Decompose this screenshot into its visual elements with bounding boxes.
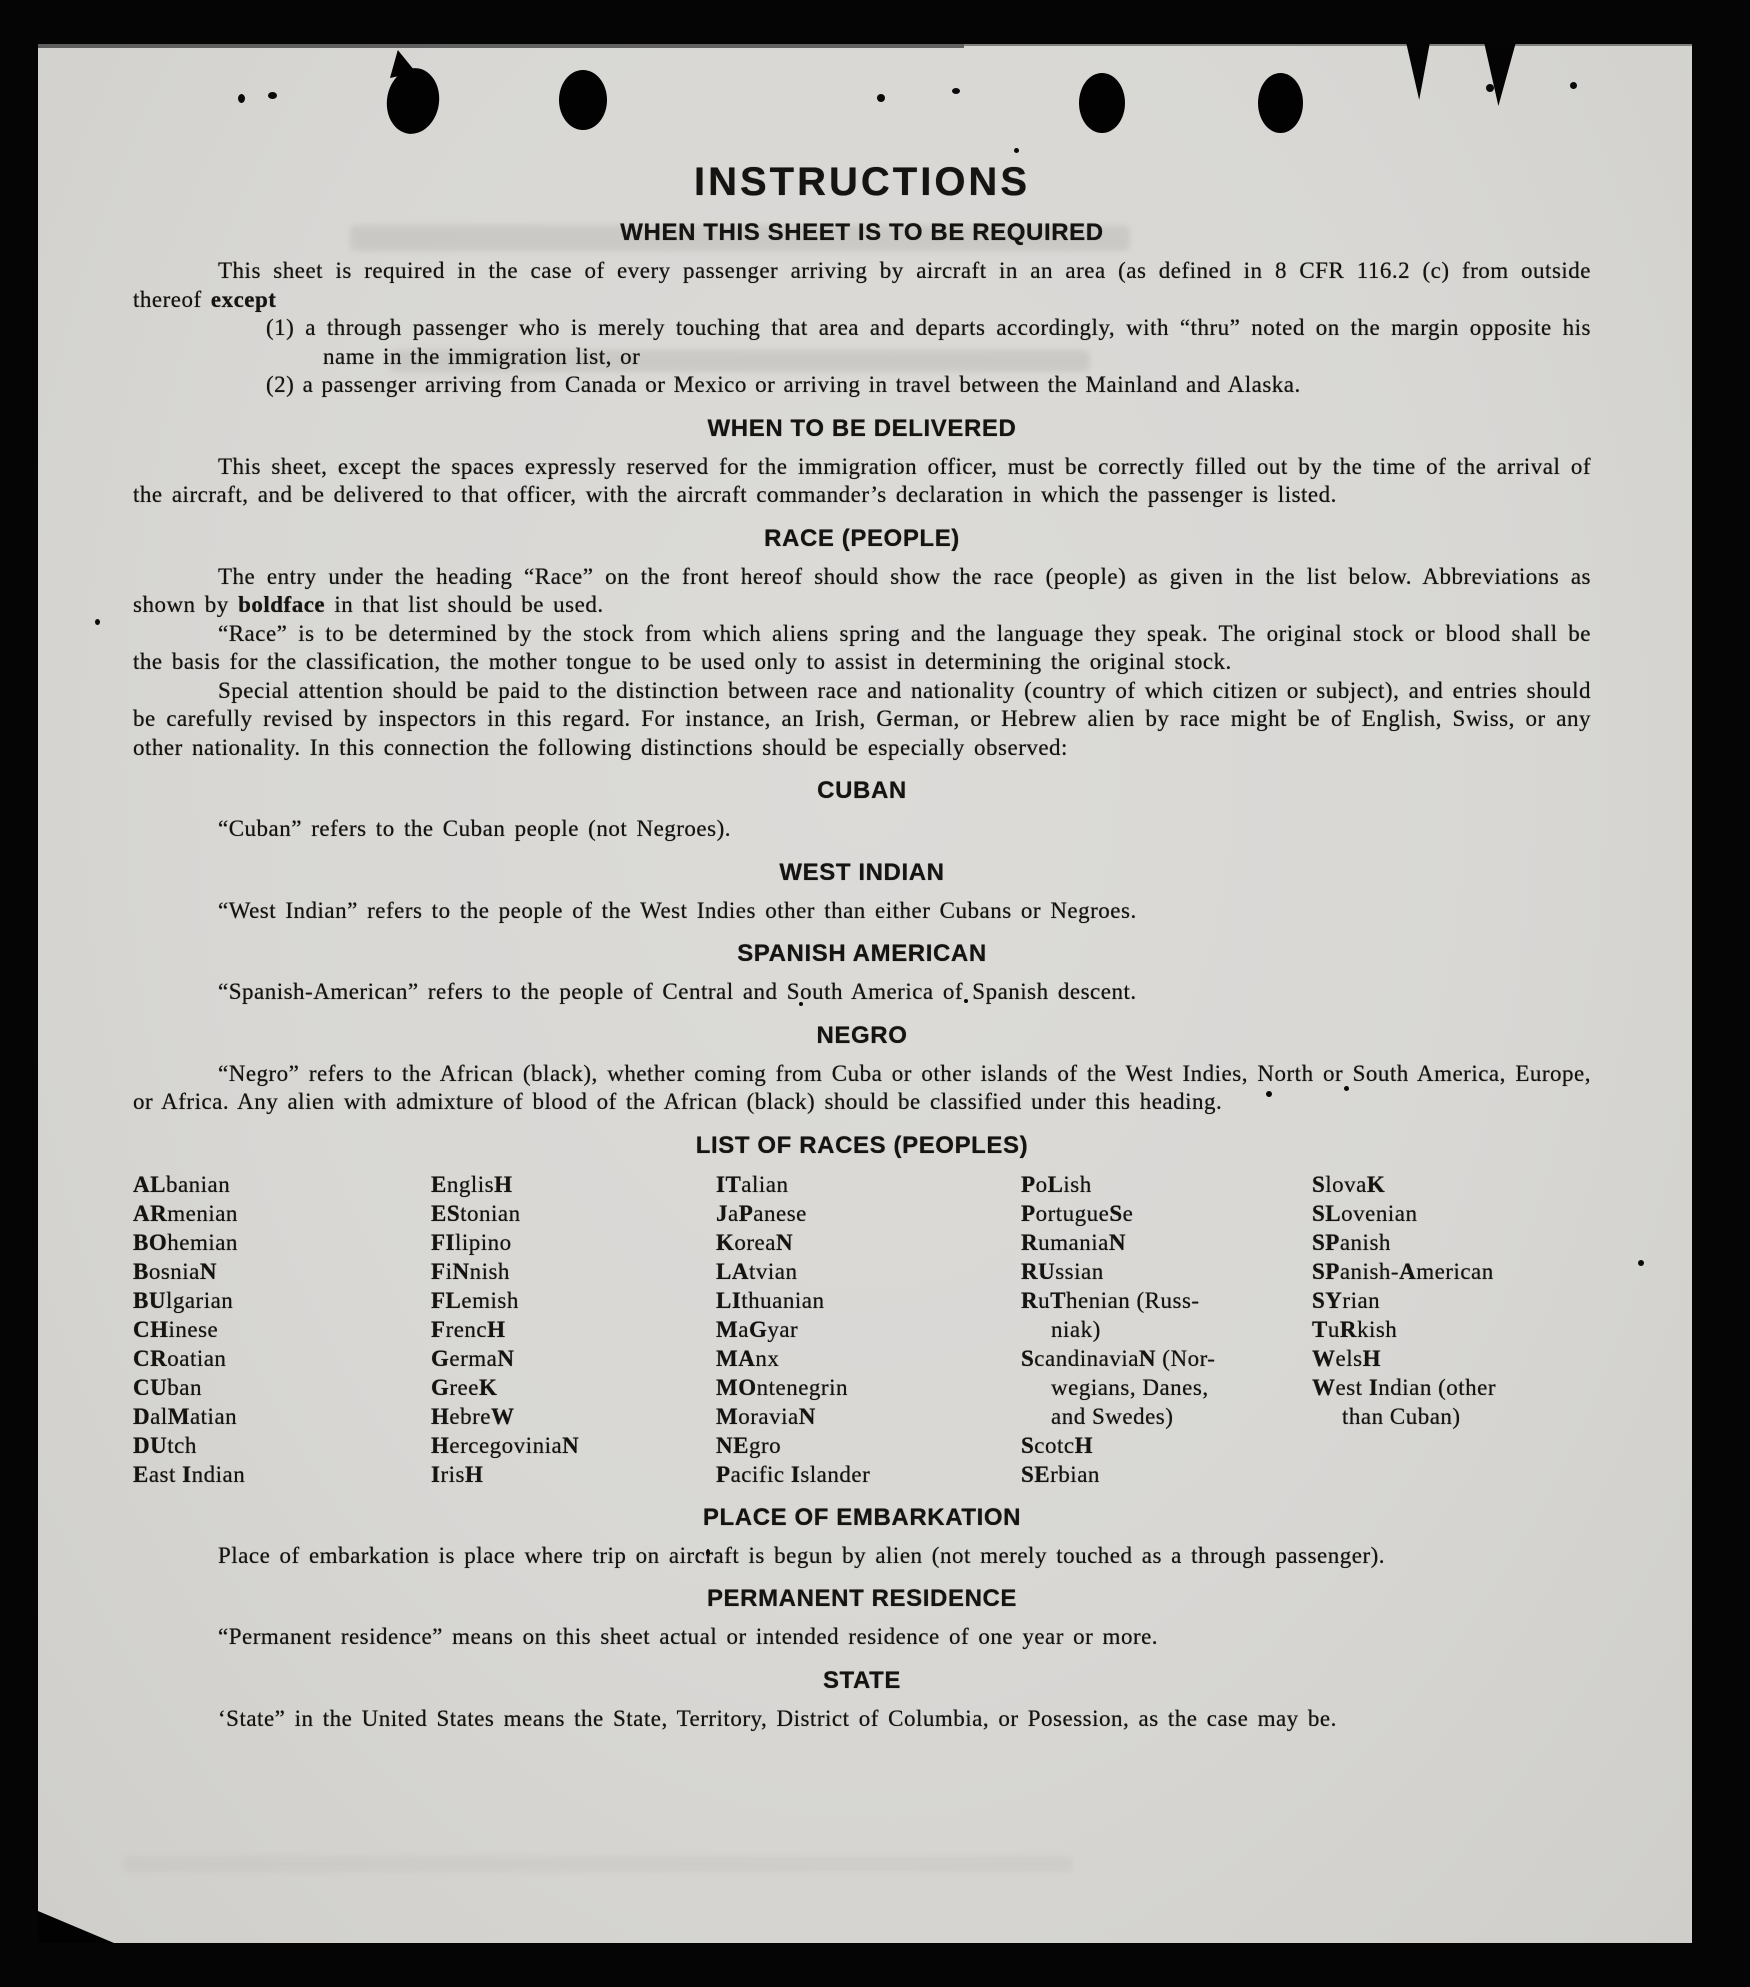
text: u (1038, 1287, 1051, 1313)
paragraph-spanish-american: “Spanish-American” refers to the people of Central and South America of Spanish descent. (218, 979, 1137, 1004)
bold-text: N (497, 1345, 515, 1371)
race-line (431, 1402, 716, 1431)
text: o (1035, 1171, 1048, 1197)
race-line (133, 1170, 431, 1199)
document-content (133, 44, 1591, 1733)
text: candinavia (1034, 1345, 1139, 1371)
list-item-1: (1) a through passenger who is merely touching that area and departs accordingly, with “thru” noted on the margin opposite his name in the immigration list, or (266, 315, 1591, 369)
race-entry (1021, 1228, 1312, 1257)
text: ast (148, 1461, 183, 1487)
race-entry (716, 1402, 1021, 1431)
text: cotc (1034, 1432, 1075, 1458)
race-entry (716, 1170, 1021, 1199)
bold-text: P (1021, 1200, 1036, 1226)
race-entry (716, 1460, 1021, 1489)
text: i (445, 1258, 453, 1284)
text: anese (753, 1200, 807, 1226)
race-entry (1021, 1460, 1312, 1489)
race-line (133, 1460, 431, 1489)
bold-text: AL (133, 1171, 166, 1197)
text: lipino (455, 1229, 512, 1255)
bold-text: P (1021, 1171, 1036, 1197)
bold-text: SP (1312, 1229, 1340, 1255)
text: ban (167, 1374, 202, 1400)
race-line (1312, 1170, 1591, 1199)
bold-text: K (1366, 1171, 1386, 1197)
races-column (133, 1170, 431, 1489)
race-entry (716, 1257, 1021, 1286)
bold-text: SY (1312, 1287, 1343, 1313)
race-entry (1021, 1286, 1312, 1344)
bold-text: F (431, 1316, 446, 1342)
race-entry (133, 1228, 431, 1257)
race-entry (1312, 1199, 1591, 1228)
race-line (133, 1228, 431, 1257)
heading-permanent-residence: PERMANENT RESIDENCE (706, 1585, 1018, 1612)
text: orea (734, 1229, 776, 1255)
text: inese (168, 1316, 219, 1342)
bold-text: B (133, 1258, 149, 1284)
text: u (1327, 1316, 1340, 1342)
text: lova (1325, 1171, 1367, 1197)
race-entry (716, 1373, 1021, 1402)
bold-text: N (775, 1229, 794, 1255)
race-entry (716, 1315, 1021, 1344)
race-entry (431, 1344, 716, 1373)
text: merican (1416, 1258, 1494, 1284)
race-line (716, 1257, 1021, 1286)
bold-text: MO (716, 1374, 757, 1400)
race-line (1312, 1402, 1591, 1431)
race-entry (431, 1431, 716, 1460)
text: henian (Russ- (1065, 1287, 1200, 1313)
race-entry (431, 1228, 716, 1257)
text: renc (445, 1316, 488, 1342)
text: nglis (446, 1171, 495, 1197)
text: rian (1342, 1287, 1381, 1313)
race-entry (1021, 1431, 1312, 1460)
race-line (1021, 1373, 1312, 1402)
race-entry (133, 1315, 431, 1344)
race-line (431, 1170, 716, 1199)
race-entry (431, 1286, 716, 1315)
bold-text: E (133, 1461, 149, 1487)
bold-text: M (716, 1403, 739, 1429)
bold-text: G (431, 1345, 450, 1371)
text: rbian (1050, 1461, 1100, 1487)
race-entry (1312, 1286, 1591, 1315)
text: tch (167, 1432, 197, 1458)
text: ish (1063, 1171, 1092, 1197)
race-line (1021, 1344, 1312, 1373)
bold-text: W (1312, 1345, 1336, 1371)
bold-text: LI (716, 1287, 742, 1313)
bold-text: SP (1312, 1258, 1340, 1284)
race-line (716, 1402, 1021, 1431)
bold-text: W (490, 1403, 515, 1429)
bold-text: H (1074, 1432, 1093, 1458)
race-line (431, 1344, 716, 1373)
paragraph-cuban: “Cuban” refers to the Cuban people (not Negroes). (218, 816, 732, 841)
text: ovenian (1341, 1200, 1418, 1226)
races-list (133, 1170, 1591, 1489)
race-line (1021, 1257, 1312, 1286)
bold-text: DU (133, 1432, 168, 1458)
bold-text: P (716, 1461, 731, 1487)
bold-text: FL (431, 1287, 462, 1313)
text: This sheet is required in the case of every passenger arriving by aircraft in an area (as defined in 8 CFR 116.2 (c) from outside thereof (133, 258, 1591, 312)
race-line (716, 1373, 1021, 1402)
paragraph-race-1 (133, 563, 1591, 620)
bold-text: N (1108, 1229, 1126, 1255)
race-line (716, 1170, 1021, 1199)
race-line (716, 1199, 1021, 1228)
text: nish (469, 1258, 510, 1284)
race-line (716, 1228, 1021, 1257)
text: menian (167, 1200, 238, 1226)
text: anish- (1339, 1258, 1400, 1284)
bold-text: S (1312, 1171, 1326, 1197)
paragraph-negro: “Negro” refers to the African (black), whether coming from Cuba or other islands of the West Indies, North or South America, Europe, or Africa. Any alien with admixture of blood of the African (black) should be classified under this heading. (133, 1060, 1591, 1114)
race-entry (716, 1199, 1021, 1228)
race-line (1312, 1344, 1591, 1373)
race-line (431, 1431, 716, 1460)
page-title: INSTRUCTIONS (694, 160, 1030, 204)
race-entry (1312, 1257, 1591, 1286)
text: nx (755, 1345, 780, 1371)
race-entry (1312, 1344, 1591, 1373)
bold-text: K (716, 1229, 735, 1255)
text: and Swedes) (1051, 1403, 1174, 1429)
race-line (1021, 1286, 1312, 1315)
bold-text: I (182, 1461, 192, 1487)
bold-text: G (431, 1374, 450, 1400)
race-line (133, 1315, 431, 1344)
race-line (716, 1431, 1021, 1460)
text: oravia (738, 1403, 799, 1429)
paragraph-state: ‘State” in the United States means the State, Territory, District of Columbia, or Posession, as the case may be. (218, 1705, 1337, 1731)
race-line (1021, 1402, 1312, 1431)
race-entry (1021, 1344, 1312, 1431)
text: kish (1356, 1316, 1398, 1342)
bold-text: boldface (238, 592, 326, 617)
text: ercegovinia (449, 1432, 563, 1458)
text: oatian (167, 1345, 227, 1371)
race-line (431, 1228, 716, 1257)
race-entry (716, 1286, 1021, 1315)
bold-text: H (431, 1403, 450, 1429)
text: in that list should be used. (325, 592, 604, 617)
race-line (1021, 1199, 1312, 1228)
text: atian (189, 1403, 238, 1429)
bold-text: BO (133, 1229, 168, 1255)
bold-text: LA (716, 1258, 749, 1284)
text: slander (800, 1461, 871, 1487)
race-line (1312, 1286, 1591, 1315)
bold-text: IT (716, 1171, 742, 1197)
text: banian (165, 1171, 231, 1197)
text: thuanian (741, 1287, 825, 1313)
race-line (431, 1286, 716, 1315)
heading-cuban: CUBAN (817, 777, 907, 804)
document-paper (38, 44, 1692, 1943)
race-line (133, 1431, 431, 1460)
bold-text: SL (1312, 1200, 1342, 1226)
bold-text: MA (716, 1345, 756, 1371)
race-line (431, 1315, 716, 1344)
bold-text: I (1368, 1374, 1379, 1400)
bold-text: except (210, 286, 277, 312)
bold-text: AR (133, 1200, 168, 1226)
text: els (1335, 1345, 1363, 1371)
race-entry (1312, 1373, 1591, 1431)
race-line (716, 1286, 1021, 1315)
text: ebre (449, 1403, 491, 1429)
race-entry (716, 1431, 1021, 1460)
bold-text: N (562, 1432, 580, 1458)
bold-text: E (431, 1171, 447, 1197)
text: ree (449, 1374, 479, 1400)
race-entry (431, 1460, 716, 1489)
heading-state: STATE (822, 1666, 902, 1694)
heading-when-required: WHEN THIS SHEET IS TO BE REQUIRED (620, 219, 1104, 246)
bold-text: NE (716, 1432, 749, 1458)
list-item-2: (2) a passenger arriving from Canada or Mexico or arriving in travel between the Mainland and Alaska. (266, 372, 1301, 397)
text: anish (1339, 1229, 1391, 1255)
text: (Nor- (1156, 1345, 1216, 1371)
bold-text: P (738, 1200, 754, 1226)
paragraph-when-required (133, 257, 1591, 314)
text: gro (748, 1432, 782, 1458)
race-line (133, 1257, 431, 1286)
bold-text: CR (133, 1345, 168, 1371)
race-entry (133, 1402, 431, 1431)
race-line (133, 1344, 431, 1373)
heading-list-of-races: LIST OF RACES (PEOPLES) (695, 1131, 1029, 1159)
race-line (133, 1402, 431, 1431)
race-line (716, 1460, 1021, 1489)
text: The entry under the heading “Race” on the front hereof should show the race (people) as given in the list below. Abbreviations as shown by (133, 563, 1591, 617)
text: emish (461, 1287, 519, 1313)
bold-text: M (167, 1403, 190, 1429)
bold-text: A (1399, 1258, 1417, 1284)
bold-text: RU (1021, 1258, 1056, 1284)
race-line (431, 1460, 716, 1489)
paragraph-permanent-residence: “Permanent residence” means on this sheet actual or intended residence of one year or more. (218, 1624, 1159, 1649)
race-line (1021, 1315, 1312, 1344)
races-column (431, 1170, 716, 1489)
race-line (1312, 1257, 1591, 1286)
bold-text: N (452, 1258, 470, 1284)
text: niak) (1051, 1316, 1101, 1342)
text: ndian (other (1378, 1374, 1497, 1400)
race-line (1312, 1228, 1591, 1257)
race-line (1312, 1199, 1591, 1228)
race-line (431, 1373, 716, 1402)
bold-text: F (431, 1258, 446, 1284)
text: est (1335, 1374, 1369, 1400)
bold-text: SE (1021, 1461, 1051, 1487)
race-entry (1021, 1170, 1312, 1199)
heading-race-people: RACE (PEOPLE) (764, 524, 960, 552)
bold-text: BU (133, 1287, 166, 1313)
bold-text: I (790, 1461, 801, 1487)
bold-text: CU (133, 1374, 168, 1400)
paragraph-embarkation: Place of embarkation is place where trip on aircraft is begun by alien (not merely touched as a through passenger). (218, 1542, 1386, 1568)
race-entry (1312, 1315, 1591, 1344)
race-entry (133, 1170, 431, 1199)
race-line (133, 1286, 431, 1315)
race-line (716, 1315, 1021, 1344)
race-entry (431, 1315, 716, 1344)
bold-text: H (494, 1171, 513, 1197)
bold-text: CH (133, 1316, 169, 1342)
race-entry (133, 1460, 431, 1489)
race-entry (133, 1344, 431, 1373)
ink-bleedthrough (123, 1856, 1073, 1872)
race-entry (133, 1373, 431, 1402)
text: hemian (167, 1229, 238, 1255)
bold-text: H (1362, 1345, 1381, 1371)
bold-text: S (1021, 1432, 1035, 1458)
race-entry (716, 1344, 1021, 1373)
race-entry (133, 1199, 431, 1228)
paragraph-west-indian: “West Indian” refers to the people of the West Indies other than either Cubans or Negroes. (218, 897, 1137, 923)
bold-text: S (1109, 1200, 1123, 1226)
bold-text: I (431, 1461, 441, 1487)
bold-text: R (1021, 1287, 1039, 1313)
race-entry (431, 1170, 716, 1199)
bold-text: T (1050, 1287, 1066, 1313)
text: acific (730, 1461, 791, 1487)
race-line (1312, 1315, 1591, 1344)
bold-text: R (1339, 1316, 1357, 1342)
bold-text: D (133, 1403, 151, 1429)
heading-place-of-embarkation: PLACE OF EMBARKATION (702, 1503, 1022, 1531)
bold-text: N (798, 1403, 816, 1429)
text: osnia (148, 1258, 200, 1284)
paragraph-race-2: “Race” is to be determined by the stock from which aliens spring and the language they speak. The original stock or blood shall be the basis for the classification, the mother tongue to be used only to assist in determining the original stock. (133, 620, 1591, 674)
bold-text: R (1021, 1229, 1039, 1255)
race-line (133, 1199, 431, 1228)
bold-text: M (716, 1316, 739, 1342)
heading-when-delivered: WHEN TO BE DELIVERED (707, 414, 1017, 442)
race-line (716, 1344, 1021, 1373)
bold-text: W (1312, 1374, 1336, 1400)
text: lgarian (165, 1287, 234, 1313)
bold-text: N (199, 1258, 218, 1284)
race-entry (431, 1373, 716, 1402)
paragraph-race-3: Special attention should be paid to the distinction between race and nationality (country of which citizen or subject), and entries should be carefully revised by inspectors in this regard. For instance, an Irish, German, or Hebrew alien by race might be of English, Swiss, or any other nationality. In this connection the following distinctions should be especially observed: (133, 677, 1591, 760)
text: tonian (460, 1200, 521, 1226)
bold-text: K (478, 1374, 498, 1400)
races-column (1021, 1170, 1312, 1489)
corner-cut (38, 1911, 114, 1943)
race-entry (1312, 1228, 1591, 1257)
race-line (1021, 1228, 1312, 1257)
dust-speck (95, 619, 100, 625)
race-line (1021, 1170, 1312, 1199)
text: umania (1038, 1229, 1109, 1255)
text: ortugue (1035, 1200, 1110, 1226)
bold-text: L (1047, 1171, 1064, 1197)
race-entry (1312, 1170, 1591, 1199)
bold-text: T (1312, 1316, 1328, 1342)
race-entry (431, 1257, 716, 1286)
text: a (728, 1200, 739, 1226)
race-entry (133, 1431, 431, 1460)
text: al (150, 1403, 168, 1429)
races-column (716, 1170, 1021, 1489)
dust-speck (1638, 1260, 1644, 1266)
race-line (1021, 1431, 1312, 1460)
text: a (738, 1316, 749, 1342)
heading-negro: NEGRO (816, 1021, 908, 1049)
race-line (431, 1199, 716, 1228)
race-entry (1021, 1257, 1312, 1286)
bold-text: FI (431, 1229, 455, 1255)
race-line (1312, 1373, 1591, 1402)
bold-text: S (1021, 1345, 1035, 1371)
race-entry (431, 1402, 716, 1431)
bold-text: H (431, 1432, 450, 1458)
text: ntenegrin (756, 1374, 848, 1400)
race-entry (1021, 1199, 1312, 1228)
races-column (1312, 1170, 1591, 1489)
paragraph-when-delivered: This sheet, except the spaces expressly reserved for the immigration officer, must be correctly filled out by the time of the arrival of the aircraft, and be delivered to that officer, with the aircraft commander’s declaration in which the passenger is listed. (133, 453, 1591, 507)
text: than Cuban) (1342, 1403, 1461, 1429)
race-entry (133, 1257, 431, 1286)
text: ssian (1055, 1258, 1104, 1284)
text: alian (741, 1171, 789, 1197)
bold-text: N (1138, 1345, 1157, 1371)
bold-text: H (464, 1461, 484, 1487)
text: ndian (191, 1461, 246, 1487)
text: erma (449, 1345, 498, 1371)
race-entry (431, 1199, 716, 1228)
bold-text: J (716, 1200, 728, 1226)
text: e (1122, 1200, 1134, 1226)
text: ris (440, 1461, 465, 1487)
race-entry (716, 1228, 1021, 1257)
race-line (431, 1257, 716, 1286)
bold-text: ES (431, 1200, 461, 1226)
bold-text: G (748, 1316, 768, 1342)
bold-text: H (487, 1316, 506, 1342)
text: tvian (748, 1258, 798, 1284)
race-line (133, 1373, 431, 1402)
race-entry (133, 1286, 431, 1315)
heading-west-indian: WEST INDIAN (779, 858, 945, 886)
race-line (1021, 1460, 1312, 1489)
text: yar (767, 1316, 799, 1342)
text: wegians, Danes, (1051, 1374, 1209, 1400)
heading-spanish-american: SPANISH AMERICAN (737, 940, 987, 967)
